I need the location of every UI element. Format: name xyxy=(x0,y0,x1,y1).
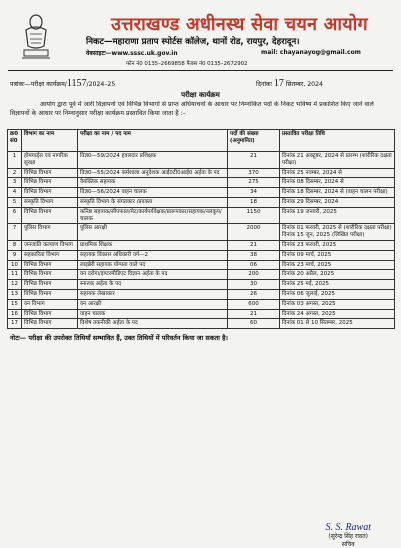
cell-count: 34 xyxy=(228,188,280,198)
cell-post: कनिष्ठ सहायक/सीपफाल/मेट/कार्यपर्यवेक्षक/प्रारूपकार/सहायक/नलकूप/चालक xyxy=(78,207,228,224)
org-email: mail: chayanayog@gmail.com xyxy=(261,49,361,56)
table-row xyxy=(8,178,395,188)
cell-post: विज्ञ0—59/2024 हवलदार प्रशिक्षक xyxy=(78,152,228,169)
cell-date: दिनांक 09 मार्च, 2025 xyxy=(280,250,395,260)
handwritten-signature: S. S. Rawat xyxy=(325,522,371,533)
cell-sn: 10 xyxy=(8,260,22,270)
footnote: नोटः— परीक्षा की उपरोक्त तिथियाँ सम्भावित हैं, उक्त तिथियों में परिवर्तन किया जा सकता है। xyxy=(10,334,228,343)
cell-sn: 16 xyxy=(8,309,22,319)
table-row xyxy=(8,224,395,241)
cell-post: विज्ञ0—55/2024 कर्मशाला अनुदेशक आई0टी0आई0 अर्हता के पद xyxy=(78,168,228,178)
col-header-department: विभाग का नाम xyxy=(22,130,78,152)
cell-count: 38 xyxy=(228,250,280,260)
cell-sn: 13 xyxy=(8,289,22,299)
date-month-year: सितम्बर, 2024 xyxy=(285,81,323,88)
signatory-name: (सुरेन्द्र सिंह रावत) xyxy=(328,533,369,540)
cell-post: संस्कृति विभाग के संगतकार /प्रवक्ता xyxy=(78,197,228,207)
cell-count: 2000 xyxy=(228,224,280,241)
cell-department: पुलिस विभाग xyxy=(22,224,78,241)
cell-post: लाइब्रेरी सहायक योग्यता वाले पद xyxy=(78,260,228,270)
intro-paragraph: आयोग द्वारा पूर्व में जारी विज्ञापनों एवं विभिन्न विभागों से प्राप्त अधियाचनों के आधार पर निम्नांकित पदों के निकट भविष्य में प्रकाशित किए जाने वाले विज्ञापनों के आधार पर निम्नानुसार परीक्षा कार्यक्रम प्रस्तावित किया जाता है :– xyxy=(10,101,374,117)
cell-post: वन दरोगा/इण्टरमीडिएट विज्ञान अर्हता के पद xyxy=(78,270,228,280)
date-label: दिनांकः xyxy=(256,81,272,88)
cell-sn: 17 xyxy=(8,319,22,329)
cell-count: 18 xyxy=(228,197,280,207)
table-row xyxy=(8,270,395,280)
col-header-post: परीक्षा का नाम / पद नाम xyxy=(78,130,228,152)
table-row xyxy=(8,207,395,224)
letter-number xyxy=(10,78,115,89)
letterhead xyxy=(6,8,395,72)
cell-post: सहायक लेखाकार xyxy=(78,289,228,299)
table-row xyxy=(8,197,395,207)
cell-date: दिनांक 03 अगस्त, 2025 xyxy=(280,299,395,309)
table-row xyxy=(8,289,395,299)
col-header-count: पदों की संख्या (अनुमानित) xyxy=(228,130,280,152)
cell-post: वन आरक्षी xyxy=(78,299,228,309)
cell-count: 60 xyxy=(228,319,280,329)
cell-department: विभिन्न विभाग xyxy=(22,168,78,178)
signature-block xyxy=(325,522,371,548)
org-address: निकट—महाराणा प्रताप स्पोर्टस कॉलेज, थानों रोड, रायपुर, देहरादून। xyxy=(86,37,300,47)
table-row xyxy=(8,319,395,329)
cell-department: विभिन्न विभाग xyxy=(22,270,78,280)
letter-number-prefix: पत्रांकः—परीक्षा कार्यक्रम/ xyxy=(10,81,67,88)
date-handwritten: 17 xyxy=(273,78,284,89)
table-row xyxy=(8,188,395,198)
cell-date: दिनांक 19 जनवरी, 2025 xyxy=(280,207,395,224)
cell-post: विशेष तकनीकी अर्हता के पद xyxy=(78,319,228,329)
signatory-designation: सचिव xyxy=(341,541,355,548)
table-row xyxy=(8,168,395,178)
cell-sn: 1 xyxy=(8,152,22,169)
cell-count: 06 xyxy=(228,260,280,270)
cell-sn: 5 xyxy=(8,197,22,207)
reference-line xyxy=(6,76,395,90)
cell-post: वाहन चालक xyxy=(78,309,228,319)
cell-count: 600 xyxy=(228,299,280,309)
cell-post: स्नातक अर्हता के पद xyxy=(78,280,228,290)
cell-date: दिनांक 23 फरवरी, 2025 xyxy=(280,240,395,250)
cell-department: होमगार्ड्स एवं नागरिक सुरक्षा xyxy=(22,152,78,169)
cell-post: पुलिस आरक्षी xyxy=(78,224,228,241)
cell-date: दिनांक 23 मार्च, 2025 xyxy=(280,260,395,270)
cell-department: विभिन्न विभाग xyxy=(22,188,78,198)
cell-sn: 11 xyxy=(8,270,22,280)
cell-date: दिनांक 24 अगस्त, 2025 xyxy=(280,309,395,319)
table-row xyxy=(8,309,395,319)
cell-sn: 3 xyxy=(8,178,22,188)
table-row xyxy=(8,240,395,250)
cell-date: दिनांक 18 दिसम्बर, 2024 से (वाहन चालन परीक्षा) xyxy=(280,188,395,198)
letter-number-suffix: /2024–25 xyxy=(86,81,116,88)
table-row xyxy=(8,280,395,290)
cell-post: वैयक्तिक सहायक xyxy=(78,178,228,188)
cell-post: सहायक विकास अधिकारी वर्ग—2 xyxy=(78,250,228,260)
cell-count: 21 xyxy=(228,240,280,250)
page-title: परीक्षा कार्यक्रम xyxy=(181,91,220,99)
cell-department: विभिन्न विभाग xyxy=(22,280,78,290)
cell-sn: 2 xyxy=(8,168,22,178)
org-title: उत्तराखण्ड अधीनस्थ सेवा चयन आयोग xyxy=(111,14,368,35)
cell-date: दिनांक 08 दिसम्बर, 2024 से xyxy=(280,178,395,188)
cell-department: संस्कृति विभाग xyxy=(22,197,78,207)
cell-count: 370 xyxy=(228,168,280,178)
cell-date: दिनांक 01 फरवरी, 2025 से (शारीरिक दक्षता परीक्षा) दिनांक 15 जून, 2025 (लिखित परीक्षा) xyxy=(280,224,395,241)
cell-count: 30 xyxy=(228,280,280,290)
cell-date: दिनांक 29 दिसम्बर, 2024 xyxy=(280,197,395,207)
cell-department: विभिन्न विभाग xyxy=(22,178,78,188)
cell-department: जनजाति कल्याण विभाग xyxy=(22,240,78,250)
cell-sn: 7 xyxy=(8,224,22,241)
cell-department: विभिन्न विभाग xyxy=(22,289,78,299)
cell-date: दिनांक 20 अप्रैल, 2025 xyxy=(280,270,395,280)
cell-count: 200 xyxy=(228,270,280,280)
cell-department: विभिन्न विभाग xyxy=(22,207,78,224)
table-row xyxy=(8,299,395,309)
cell-sn: 4 xyxy=(8,188,22,198)
cell-sn: 6 xyxy=(8,207,22,224)
cell-department: विभिन्न विभाग xyxy=(22,260,78,270)
cell-date: दिनांक 25 नवम्बर, 2024 से xyxy=(280,168,395,178)
cell-date: दिनांक 25 मई, 2025 xyxy=(280,280,395,290)
letter-date xyxy=(256,78,323,89)
exam-schedule-table xyxy=(7,129,395,329)
cell-post: प्राथमिक शिक्षक xyxy=(78,240,228,250)
cell-department: विभिन्न विभाग xyxy=(22,309,78,319)
table-header-row xyxy=(8,130,395,152)
cell-count: 26 xyxy=(228,289,280,299)
cell-count: 1150 xyxy=(228,207,280,224)
cell-count: 275 xyxy=(228,178,280,188)
header-divider xyxy=(8,70,393,71)
letter-number-handwritten: 1157 xyxy=(66,78,87,89)
org-phone: फोन नं0 0135–2669858 फैक्स नं0 0135–2672902 xyxy=(126,61,248,67)
cell-date: दिनांक 06 जुलाई, 2025 xyxy=(280,289,395,299)
table-row xyxy=(8,260,395,270)
cell-date: दिनांक 01 से 10 सितम्बर, 2025 xyxy=(280,319,395,329)
table-body xyxy=(8,152,395,329)
col-header-sn: क्र0 सं0 xyxy=(8,130,22,152)
table-row xyxy=(8,250,395,260)
cell-department: सहकारिता विभाग xyxy=(22,250,78,260)
state-emblem-icon xyxy=(16,12,56,62)
org-website: वेबसाइटः—www.sssc.uk.gov.in xyxy=(86,50,178,57)
table-row xyxy=(8,152,395,169)
cell-department: विभिन्न विभाग xyxy=(22,319,78,329)
cell-sn: 8 xyxy=(8,240,22,250)
cell-sn: 12 xyxy=(8,280,22,290)
cell-count: 21 xyxy=(228,152,280,169)
cell-date: दिनांक 21 अक्टूबर, 2024 से प्रारम्भ (शारीरिक दक्षता परीक्षा) xyxy=(280,152,395,169)
cell-department: वन विभाग xyxy=(22,299,78,309)
cell-sn: 15 xyxy=(8,299,22,309)
col-header-date: प्रस्तावित परीक्षा तिथि xyxy=(280,130,395,152)
cell-count: 21 xyxy=(228,309,280,319)
cell-sn: 9 xyxy=(8,250,22,260)
cell-post: विज्ञ0—56/2024 वाहन चालक xyxy=(78,188,228,198)
